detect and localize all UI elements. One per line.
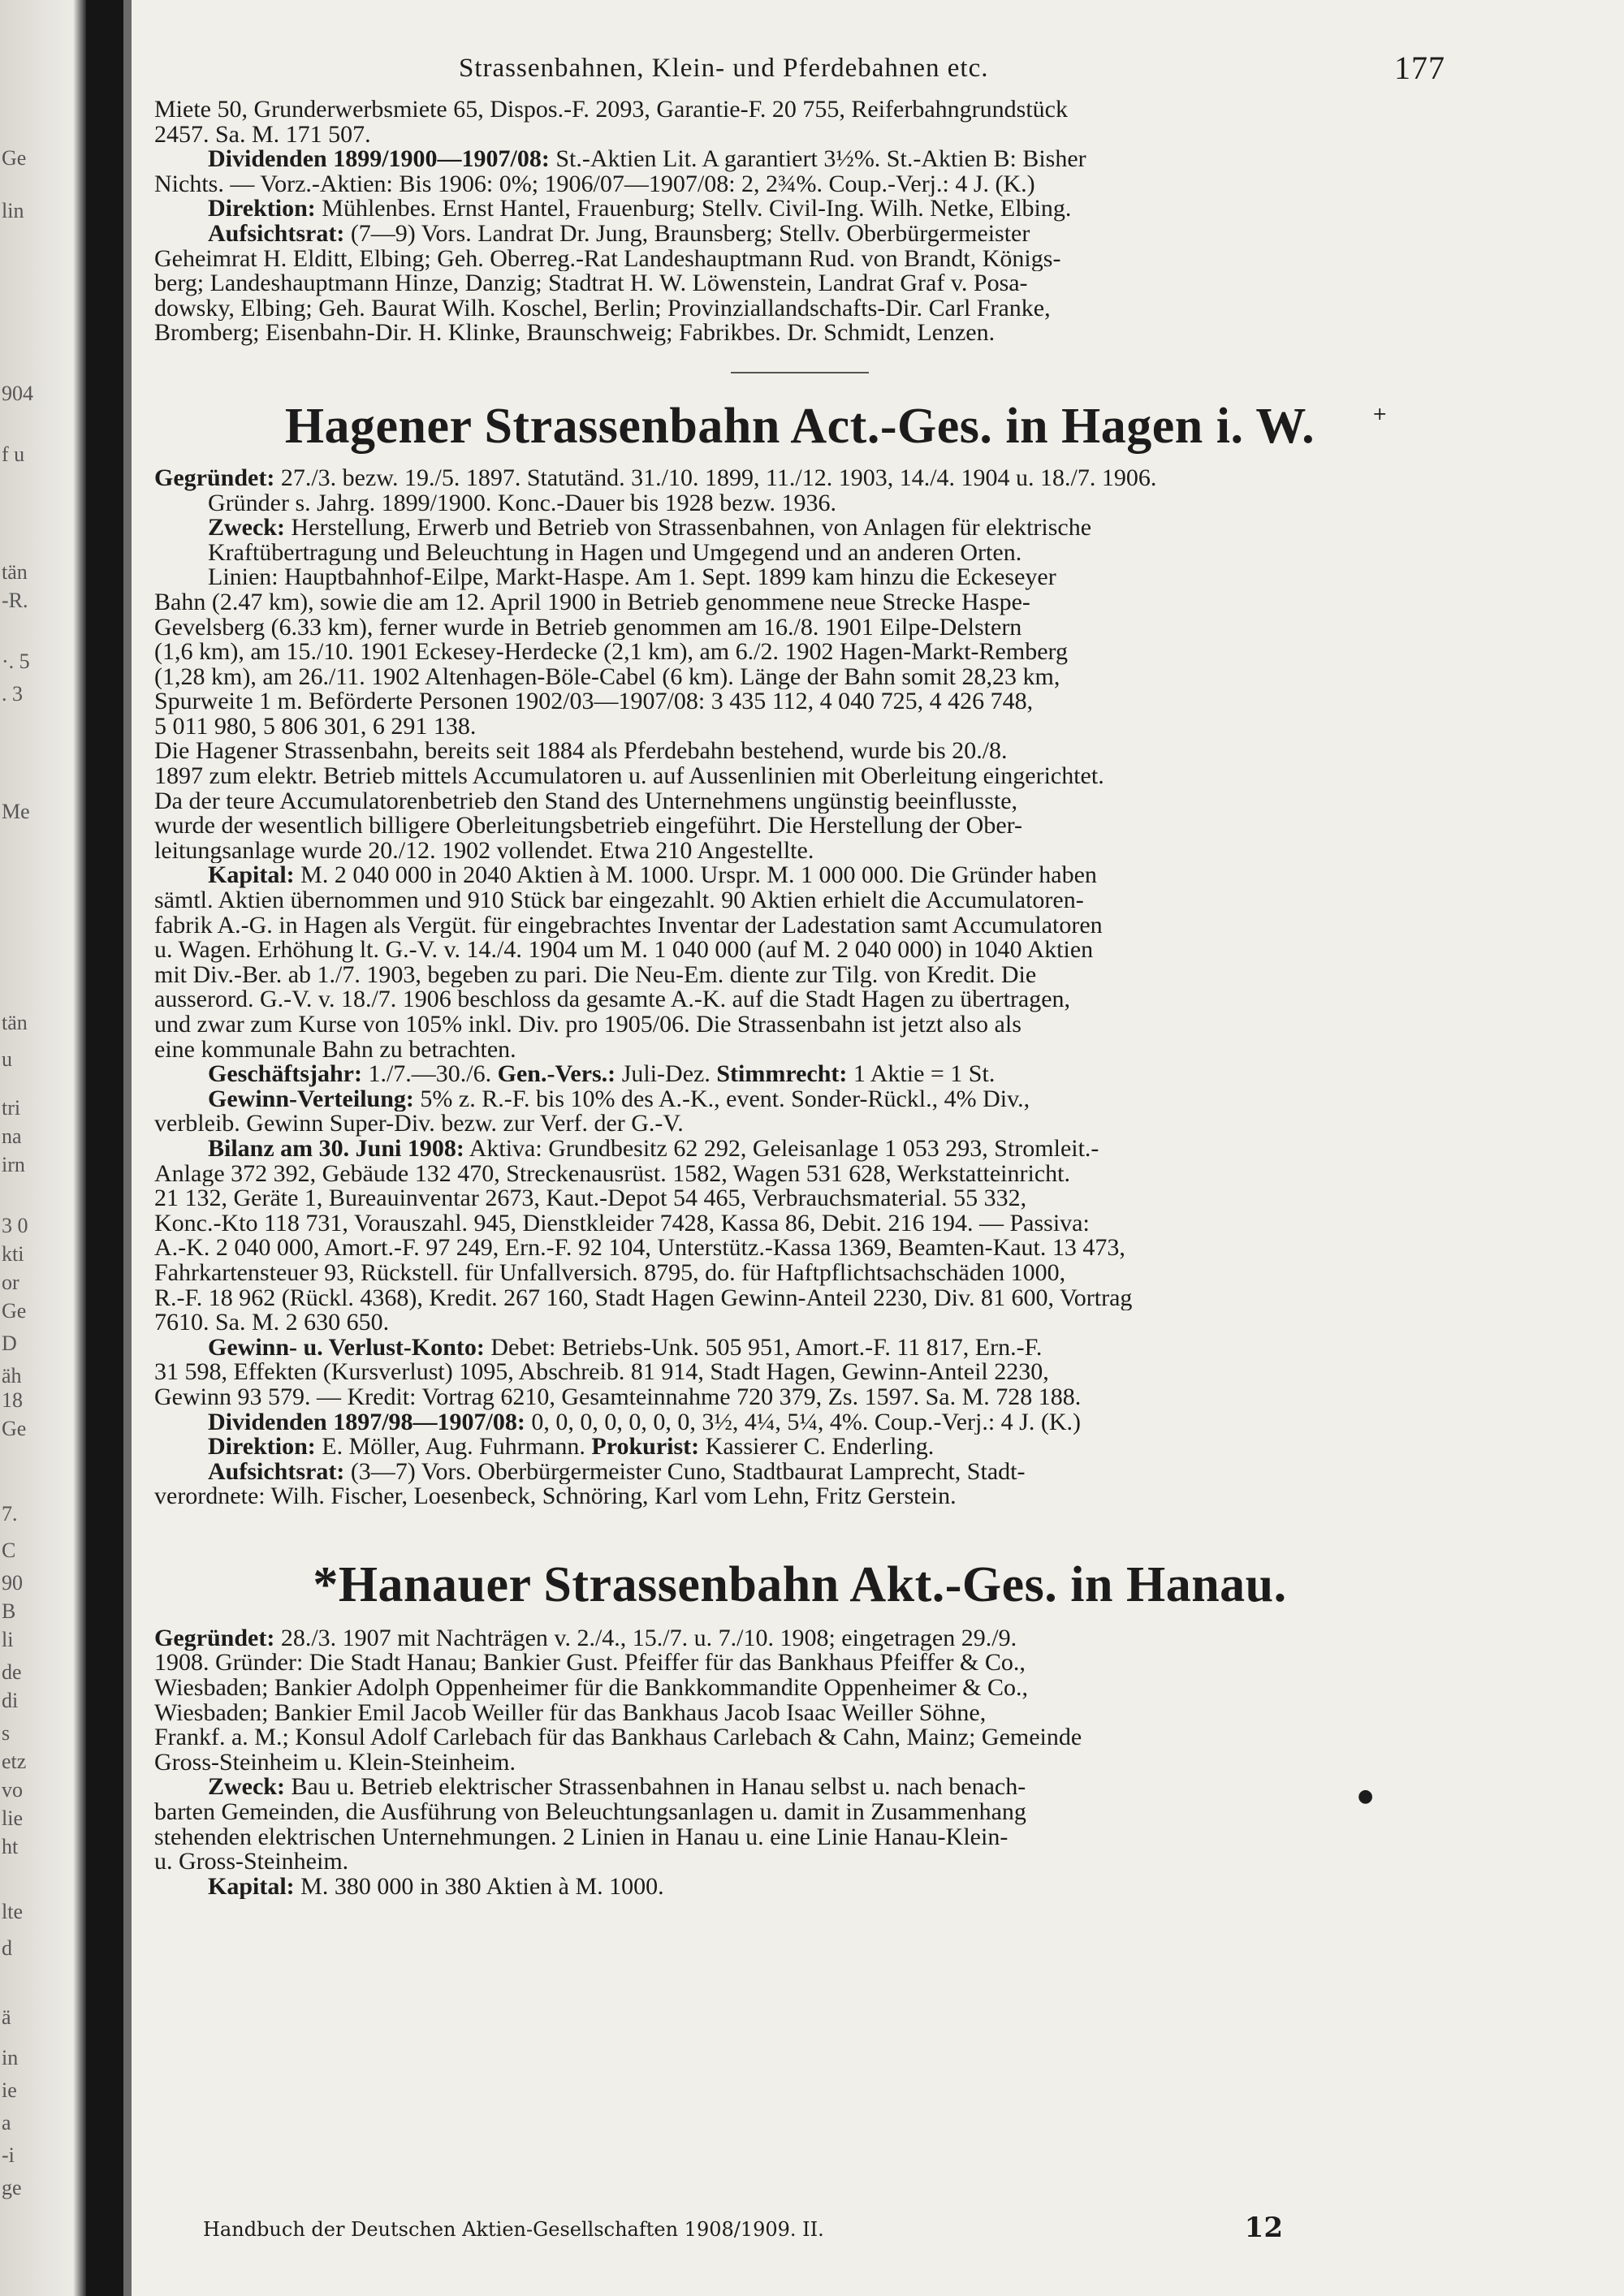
text-line: Dividenden 1899/1900—1907/08: St.-Aktien Lit. A garantiert 3½%. St.-Aktien B: Bisher xyxy=(208,147,1086,172)
text-line: berg; Landeshauptmann Hinze, Danzig; Stadtrat H. W. Löwenstein, Landrat Graf v. Posa- xyxy=(154,271,1028,296)
margin-fragment: lte xyxy=(2,1900,23,1923)
margin-fragment: irn xyxy=(2,1153,25,1176)
margin-fragment: B xyxy=(2,1599,16,1623)
margin-fragment: D xyxy=(2,1331,17,1355)
margin-fragment: ä xyxy=(2,2005,11,2029)
text-line: sämtl. Aktien übernommen und 910 Stück bar eingezahlt. 90 Aktien erhielt die Accumulatoren- xyxy=(154,888,1084,913)
margin-fragment: tri xyxy=(2,1096,21,1120)
text-line: Frankf. a. M.; Konsul Adolf Carlebach für das Bankhaus Carlebach & Cahn, Mainz; Gemeinde xyxy=(154,1725,1082,1750)
text-line: Gevelsberg (6.33 km), ferner wurde in Betrieb genommen am 16./8. 1901 Eilpe-Delstern xyxy=(154,615,1022,641)
margin-fragment: d xyxy=(2,1936,12,1960)
footer-signature: 12 xyxy=(1244,2212,1283,2244)
page-number: 177 xyxy=(1394,50,1445,86)
footer-source: Handbuch der Deutschen Aktien-Gesellschaften 1908/1909. II. xyxy=(203,2218,824,2241)
text-line: ausserord. G.-V. v. 18./7. 1906 beschloss da gesamte A.-K. auf die Stadt Hagen zu übertragen, xyxy=(154,987,1071,1012)
book-gutter xyxy=(86,0,128,2296)
text-line: Dividenden 1897/98—1907/08: 0, 0, 0, 0, 0, 0, 0, 3½, 4¼, 5¼, 4%. Coup.-Verj.: 4 J. (K.) xyxy=(208,1409,1082,1435)
text-line: Zweck: Herstellung, Erwerb und Betrieb von Strassenbahnen, von Anlagen für elektrische xyxy=(208,516,1092,541)
company-entry-hagen xyxy=(154,466,1445,1509)
text-line: Anlage 372 392, Gebäude 132 470, Streckenausrüst. 1582, Wagen 531 628, Werkstatteinricht. xyxy=(154,1161,1070,1187)
margin-fragment: 904 xyxy=(2,382,33,405)
page-footer xyxy=(203,2212,1283,2244)
text-line: Zweck: Bau u. Betrieb elektrischer Strassenbahnen in Hanau selbst u. nach benach- xyxy=(208,1775,1026,1801)
margin-fragment: u xyxy=(2,1047,12,1071)
text-line: Nichts. — Vorz.-Aktien: Bis 1906: 0%; 1906/07—1907/08: 2, 2¾%. Coup.-Verj.: 4 J. (K.) xyxy=(154,171,1035,197)
text-line: 1897 zum elektr. Betrieb mittels Accumulatoren u. auf Aussenlinien mit Oberleitung eingerichtet. xyxy=(154,764,1104,789)
running-head xyxy=(154,49,1445,97)
text-line: Kapital: M. 380 000 in 380 Aktien à M. 1000. xyxy=(208,1874,664,1900)
margin-fragment: 7. xyxy=(2,1502,18,1526)
text-line: Gewinn 93 579. — Kredit: Vortrag 6210, Gesamteinnahme 720 379, Zs. 1597. Sa. M. 728 188. xyxy=(154,1384,1082,1410)
margin-fragment: 3 0 xyxy=(2,1214,28,1237)
text-line: Direktion: Mühlenbes. Ernst Hantel, Frauenburg; Stellv. Civil-Ing. Wilh. Netke, Elbing. xyxy=(208,196,1072,222)
margin-fragment: 90 xyxy=(2,1571,23,1595)
text-line: leitungsanlage wurde 20./12. 1902 vollendet. Etwa 210 Angestellte. xyxy=(154,838,814,864)
margin-fragment: Ge xyxy=(2,1417,27,1440)
text-line: R.-F. 18 962 (Rückl. 4368), Kredit. 267 160, Stadt Hagen Gewinn-Anteil 2230, Div. 81 600, Vortrag xyxy=(154,1285,1133,1311)
margin-fragment: äh xyxy=(2,1364,22,1388)
text-line: Aufsichtsrat: (7—9) Vors. Landrat Dr. Jung, Braunsberg; Stellv. Oberbürgermeister xyxy=(208,221,1030,247)
text-line: Bahn (2.47 km), sowie die am 12. April 1900 in Betrieb genommene neue Strecke Haspe- xyxy=(154,589,1030,615)
text-line: Geheimrat H. Elditt, Elbing; Geh. Oberreg.-Rat Landeshauptmann Rud. von Brandt, Königs- xyxy=(154,246,1061,272)
text-line: Gewinn-Verteilung: 5% z. R.-F. bis 10% des A.-K., event. Sonder-Rückl., 4% Div., xyxy=(208,1086,1030,1112)
text-line: 7610. Sa. M. 2 630 650. xyxy=(154,1310,390,1336)
text-line: Gross-Steinheim u. Klein-Steinheim. xyxy=(154,1750,516,1776)
margin-fragment: etz xyxy=(2,1750,27,1773)
margin-fragment: ie xyxy=(2,2078,17,2102)
text-line: Kraftübertragung und Beleuchtung in Hagen und Umgegend und an anderen Orten. xyxy=(208,540,1022,566)
text-line: stehenden elektrischen Unternehmungen. 2 Linien in Hanau u. eine Linie Hanau-Klein- xyxy=(154,1824,1009,1850)
text-line: 1908. Gründer: Die Stadt Hanau; Bankier Gust. Pfeiffer für das Bankhaus Pfeiffer & Co., xyxy=(154,1651,1026,1677)
text-line: Wiesbaden; Bankier Emil Jacob Weiller für das Bankhaus Jacob Isaac Weiller Söhne, xyxy=(154,1700,987,1726)
text-line: 21 132, Geräte 1, Bureauinventar 2673, Kaut.-Depot 54 465, Verbrauchsmaterial. 55 332, xyxy=(154,1186,1027,1211)
margin-fragment: a xyxy=(2,2111,11,2134)
company-heading-hagen: Hagener Strassenbahn Act.-Ges. in Hagen i. W. xyxy=(284,398,1315,454)
text-line: Die Hagener Strassenbahn, bereits seit 1884 als Pferdebahn bestehend, wurde bis 20./8. xyxy=(154,739,1008,765)
book-gutter-edge xyxy=(123,0,132,2296)
text-line: 2457. Sa. M. 171 507. xyxy=(154,122,371,148)
text-line: Wiesbaden; Bankier Adolph Oppenheimer für die Bankkommandite Oppenheimer & Co., xyxy=(154,1676,1029,1701)
text-line: Gegründet: 28./3. 1907 mit Nachträgen v. 2./4., 15./7. u. 7./10. 1908; eingetragen 29./9. xyxy=(154,1625,1017,1651)
text-line: 31 598, Effekten (Kursverlust) 1095, Abschreib. 81 914, Stadt Hagen, Gewinn-Anteil 2230, xyxy=(154,1360,1049,1385)
text-line: wurde der wesentlich billigere Oberleitungsbetrieb eingeführt. Die Herstellung der Ober- xyxy=(154,814,1023,839)
margin-fragment: de xyxy=(2,1660,22,1684)
margin-fragment: C xyxy=(2,1539,16,1562)
text-line: Geschäftsjahr: 1./7.—30./6. Gen.-Vers.: Juli-Dez. Stimmrecht: 1 Aktie = 1 St. xyxy=(208,1062,996,1087)
margin-fragment: na xyxy=(2,1124,22,1148)
page-content xyxy=(154,49,1445,1899)
text-line: und zwar zum Kurse von 105% inkl. Div. pro 1905/06. Die Strassenbahn ist jetzt also als xyxy=(154,1012,1021,1038)
text-line: Bilanz am 30. Juni 1908: Aktiva: Grundbesitz 62 292, Geleisanlage 1 053 293, Stromleit.- xyxy=(208,1136,1099,1162)
text-line: Direktion: E. Möller, Aug. Fuhrmann. Prokurist: Kassierer C. Enderling. xyxy=(208,1435,935,1460)
text-line: barten Gemeinden, die Ausführung von Beleuchtungsanlagen u. damit in Zusammenhang xyxy=(154,1800,1026,1825)
margin-fragment: di xyxy=(2,1689,19,1712)
margin-fragment: lin xyxy=(2,199,24,222)
margin-fragment: f u xyxy=(2,442,25,466)
margin-fragment: li xyxy=(2,1628,14,1651)
text-line: Miete 50, Grunderwerbsmiete 65, Dispos.-F. 2093, Garantie-F. 20 755, Reiferbahngrundstück xyxy=(154,97,1068,123)
asterisk-mark: + xyxy=(1372,404,1388,425)
text-line: Linien: Hauptbahnhof-Eilpe, Markt-Haspe. Am 1. Sept. 1899 kam hinzu die Eckeseyer xyxy=(208,565,1056,590)
text-line: A.-K. 2 040 000, Amort.-F. 97 249, Ern.-F. 92 104, Unterstütz.-Kassa 1369, Beamten-Kaut. 13 473, xyxy=(154,1236,1125,1261)
text-line: Gegründet: 27./3. bezw. 19./5. 1897. Statutänd. 31./10. 1899, 11./12. 1903, 14./4. 1904 u. 18./7. 1906. xyxy=(154,465,1157,491)
margin-fragment: tän xyxy=(2,1011,28,1034)
text-line: verordnete: Wilh. Fischer, Loesenbeck, Schnöring, Karl vom Lehn, Fritz Gerstein. xyxy=(154,1484,957,1509)
margin-fragment: ·. 5 xyxy=(2,650,30,673)
bullet-mark: ● xyxy=(1358,1786,1374,1806)
section-divider xyxy=(731,372,869,373)
text-line: eine kommunale Bahn zu betrachten. xyxy=(154,1037,516,1063)
text-line: 5 011 980, 5 806 301, 6 291 138. xyxy=(154,714,477,740)
margin-fragment: s xyxy=(2,1721,11,1745)
margin-fragment: . 3 xyxy=(2,682,23,706)
margin-fragment: Me xyxy=(2,800,30,823)
previous-entry-continuation xyxy=(154,97,1445,346)
text-line: Kapital: M. 2 040 000 in 2040 Aktien à M. 1000. Urspr. M. 1 000 000. Die Gründer haben xyxy=(208,863,1097,889)
margin-fragment: ht xyxy=(2,1835,19,1858)
text-line: (1,28 km), am 26./11. 1902 Altenhagen-Böle-Cabel (6 km). Länge der Bahn somit 28,23 km, xyxy=(154,664,1060,690)
text-line: mit Div.-Ber. ab 1./7. 1903, begeben zu pari. Die Neu-Em. diente zur Tilg. von Kredit. Die xyxy=(154,962,1037,988)
margin-fragment: kti xyxy=(2,1242,24,1266)
margin-fragment: tän xyxy=(2,560,28,584)
text-line: Fahrkartensteuer 93, Rückstell. für Unfallversich. 8795, do. für Haftpflichtsachschäden 1000, xyxy=(154,1260,1066,1286)
margin-fragment: 18 xyxy=(2,1388,23,1412)
text-line: Aufsichtsrat: (3—7) Vors. Oberbürgermeister Cuno, Stadtbaurat Lamprecht, Stadt- xyxy=(208,1459,1026,1485)
margin-fragment: in xyxy=(2,2046,19,2069)
text-line: verbleib. Gewinn Super-Div. bezw. zur Verf. der G.-V. xyxy=(154,1111,684,1137)
margin-fragment: -i xyxy=(2,2143,15,2167)
text-line: Konc.-Kto 118 731, Vorauszahl. 945, Dienstkleider 7428, Kassa 86, Debit. 216 194. — Passiva: xyxy=(154,1211,1090,1236)
text-line: fabrik A.-G. in Hagen als Vergüt. für eingebrachtes Inventar der Ladestation samt Accumulatoren xyxy=(154,913,1103,939)
text-line: u. Gross-Steinheim. xyxy=(154,1849,349,1875)
company-entry-hanau xyxy=(154,1626,1445,1900)
margin-fragment: -R. xyxy=(2,589,28,612)
running-head-title: Strassenbahnen, Klein- und Pferdebahnen etc. xyxy=(459,54,989,83)
text-line: Gründer s. Jahrg. 1899/1900. Konc.-Dauer bis 1928 bezw. 1936. xyxy=(208,490,837,516)
margin-fragment: ge xyxy=(2,2176,22,2199)
margin-fragment: vo xyxy=(2,1778,23,1802)
company-heading-hanau: *Hanauer Strassenbahn Akt.-Ges. in Hanau. xyxy=(313,1556,1287,1612)
text-line: Bromberg; Eisenbahn-Dir. H. Klinke, Braunschweig; Fabrikbes. Dr. Schmidt, Lenzen. xyxy=(154,321,996,346)
margin-fragment: Ge xyxy=(2,146,27,170)
margin-fragment: or xyxy=(2,1271,19,1294)
text-line: Spurweite 1 m. Beförderte Personen 1902/03—1907/08: 3 435 112, 4 040 725, 4 426 748, xyxy=(154,689,1034,714)
text-line: dowsky, Elbing; Geh. Baurat Wilh. Koschel, Berlin; Provinziallandschafts-Dir. Carl Franke, xyxy=(154,296,1051,322)
text-line: (1,6 km), am 15./10. 1901 Eckesey-Herdecke (2,1 km), am 6./2. 1902 Hagen-Markt-Remberg xyxy=(154,640,1068,665)
margin-fragment: Ge xyxy=(2,1299,27,1323)
text-line: u. Wagen. Erhöhung lt. G.-V. v. 14./4. 1904 um M. 1 040 000 (auf M. 2 040 000) in 1040 Aktien xyxy=(154,938,1094,963)
text-line: Da der teure Accumulatorenbetrieb den Stand des Unternehmens ungünstig beeinflusste, xyxy=(154,788,1018,814)
text-line: Gewinn- u. Verlust-Konto: Debet: Betriebs-Unk. 505 951, Amort.-F. 11 817, Ern.-F. xyxy=(208,1335,1043,1361)
margin-fragment: lie xyxy=(2,1806,23,1830)
